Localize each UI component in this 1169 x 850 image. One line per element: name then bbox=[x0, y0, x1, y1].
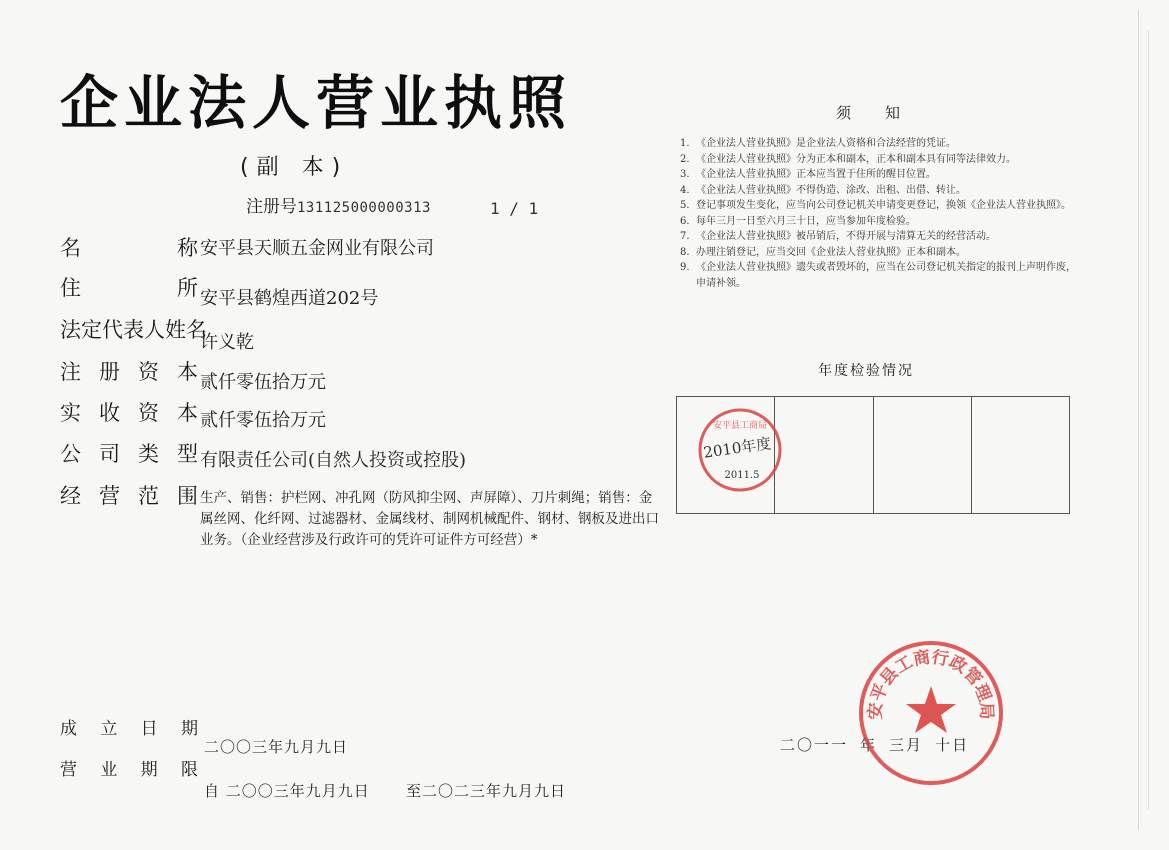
field-label-name: 名 称 bbox=[60, 236, 198, 260]
notice-item: 7. 《企业法人营业执照》被吊销后，不得开展与清算无关的经营活动。 bbox=[680, 231, 996, 242]
field-label-paid-capital: 实 收 资 本 bbox=[60, 401, 198, 425]
field-label-registered-capital: 注 册 资 本 bbox=[60, 360, 198, 384]
business-term-from: 自 二〇〇三年九月九日 bbox=[204, 782, 370, 800]
issue-year: 二〇一一 bbox=[780, 736, 849, 754]
annual-inspection-stamp bbox=[680, 398, 790, 508]
issue-day: 十 bbox=[935, 736, 953, 754]
notice-list bbox=[680, 136, 1080, 291]
registration-number bbox=[246, 192, 431, 217]
notice-item: 2. 《企业法人营业执照》分为正本和副本，正本和副本具有同等法律效力。 bbox=[680, 153, 1016, 165]
scan-edge-line bbox=[1138, 10, 1139, 830]
page-count: 1 / 1 bbox=[490, 199, 539, 218]
registration-number-value: 131125000000313 bbox=[297, 200, 431, 216]
company-type: 有限责任公司(自然人投资或控股) bbox=[200, 450, 467, 471]
registration-number-label: 注册号 bbox=[246, 197, 297, 217]
copy-type-subtitle: (副 本) bbox=[240, 155, 349, 180]
notice-item: 6. 每年三月一日至六月三十日，应当参加年度检验。 bbox=[680, 215, 916, 227]
company-address: 安平县鹤煌西道202号 bbox=[200, 288, 379, 309]
seal-star-icon bbox=[906, 686, 956, 733]
business-term-to: 至二〇二三年九月九日 bbox=[406, 782, 567, 800]
business-scope: 生产、销售：护栏网、冲孔网（防风抑尘网、声屏障）、刀片刺绳；销售：金属丝网、化纤网、过滤器材、金属线材、制网机械配件、钢材、钢板及进出口业务。（企业经营涉及行政许可的凭许可证件方可经营）* bbox=[200, 490, 659, 548]
annual-inspection-cell bbox=[874, 397, 972, 513]
annual-stamp-date: 2011.5 bbox=[724, 470, 760, 481]
paid-in-capital: 贰仟零伍拾万元 bbox=[200, 410, 326, 431]
established-date-label: 成 立 日 期 bbox=[60, 719, 198, 739]
annual-inspection-cell bbox=[972, 397, 1069, 513]
established-date: 二〇〇三年九月九日 bbox=[204, 738, 349, 756]
field-label-legal-rep: 法定代表人姓名 bbox=[60, 318, 207, 342]
issue-month: 三 bbox=[889, 736, 907, 754]
official-seal-stamp bbox=[856, 638, 1006, 788]
notice-item: 1. 《企业法人营业执照》是企业法人资格和合法经营的凭证。 bbox=[680, 138, 956, 149]
scan-edge-line bbox=[1148, 30, 1149, 810]
notice-item: 9. 《企业法人营业执照》遗失或者毁坏的，应当在公司登记机关指定的报刊上声明作废，申请补领。 bbox=[680, 262, 1076, 289]
svg-text:安平县工商局: 安平县工商局 bbox=[712, 421, 768, 431]
annual-inspection-title: 年度检验情况 bbox=[818, 363, 914, 379]
issue-date: 二〇一一 年 三月 十日 bbox=[780, 736, 970, 754]
document-title: 企业法人营业执照 bbox=[60, 69, 573, 137]
notice-item: 5. 登记事项发生变化，应当向公司登记机关申请变更登记，换领《企业法人营业执照》。 bbox=[680, 200, 1071, 211]
notice-item: 4. 《企业法人营业执照》不得伪造、涂改、出租、出借、转让。 bbox=[680, 184, 966, 196]
registered-capital: 贰仟零伍拾万元 bbox=[200, 372, 326, 393]
notice-item: 8. 办理注销登记，应当交回《企业法人营业执照》正本和副本。 bbox=[680, 246, 966, 258]
annual-stamp-year: 2010年度 bbox=[702, 434, 773, 462]
company-name: 安平县天顺五金网业有限公司 bbox=[200, 238, 434, 259]
field-label-address: 住 所 bbox=[60, 276, 198, 300]
seal-text: 安平县工商行政管理局 bbox=[865, 647, 997, 720]
notice-title: 须知 bbox=[836, 104, 935, 122]
field-label-business-scope: 经 营 范 围 bbox=[60, 484, 198, 508]
field-label-company-type: 公 司 类 型 bbox=[60, 442, 198, 466]
notice-item: 3. 《企业法人营业执照》正本应当置于住所的醒目位置。 bbox=[680, 169, 936, 180]
legal-representative: 许义乾 bbox=[200, 332, 254, 353]
business-term-label: 营 业 期 限 bbox=[60, 760, 198, 780]
